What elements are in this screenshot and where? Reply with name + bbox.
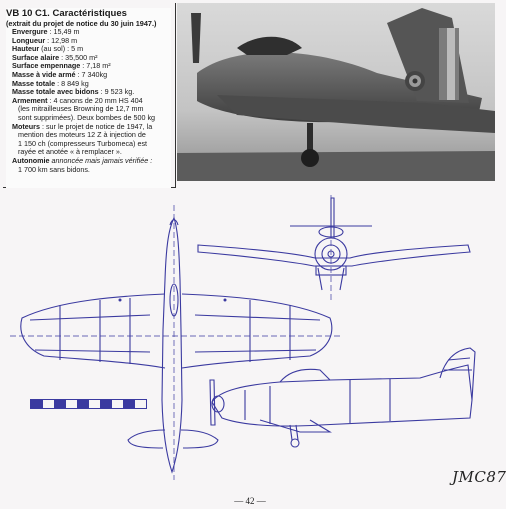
spec-moteurs-line-3: 1 150 ch (compresseurs Turbomeca) est bbox=[18, 138, 148, 148]
spec-moteurs-line-4: rayée et anotée « à remplacer ». bbox=[18, 147, 122, 157]
spec-row-masse-vide: Masse à vide armé : 7 340kg bbox=[12, 69, 108, 79]
spec-row-autonomie: Autonomie annoncée mais jamais vérifiée : bbox=[12, 155, 153, 165]
spec-row-moteurs: Moteurs : sur le projet de notice de 1947, la bbox=[12, 121, 153, 131]
scale-bar bbox=[30, 399, 147, 409]
spec-armement-line-2: (les mitrailleuses Browning de 12,7 mm bbox=[18, 104, 144, 114]
artist-signature: JMC87 bbox=[452, 468, 506, 486]
spec-armement-line-3: sont supprimées). Deux bombes de 500 kg bbox=[18, 112, 156, 122]
spec-row-envergure: Envergure : 15,49 m bbox=[12, 27, 80, 36]
top-view-wing bbox=[21, 294, 332, 368]
spec-autonomie-value: 1 700 km sans bidons. bbox=[18, 164, 90, 174]
spec-row-masse-bidons: Masse totale avec bidons : 9 523 kg. bbox=[12, 87, 135, 97]
page-number: — 42 — bbox=[234, 496, 266, 506]
top-view-tailplane bbox=[128, 430, 218, 448]
wing-cannon-markers bbox=[119, 299, 227, 302]
top-view-fuselage bbox=[162, 218, 182, 472]
spec-row-surface-alaire: Surface alaire : 35,500 m² bbox=[12, 52, 98, 62]
front-view-fin bbox=[331, 198, 334, 238]
spec-row-hauteur: Hauteur (au sol) : 5 m bbox=[12, 44, 84, 54]
spec-moteurs-line-2: mention des moteurs 12 Z à injection de bbox=[18, 130, 146, 140]
side-view-fin bbox=[440, 348, 475, 400]
spec-row-armement: Armement : 4 canons de 20 mm HS 404 bbox=[12, 95, 143, 105]
spec-title: VB 10 C1. Caractéristiques bbox=[6, 8, 127, 19]
spec-row-masse-totale: Masse totale : 8 849 kg bbox=[12, 78, 89, 88]
spec-subtitle: (extrait du projet de notice du 30 juin 1947.) bbox=[6, 19, 157, 28]
spec-row-surface-empennage: Surface empennage : 7,18 m² bbox=[12, 61, 111, 71]
spec-row-longueur: Longueur : 12,98 m bbox=[12, 35, 78, 45]
side-view-fuselage bbox=[212, 365, 472, 426]
